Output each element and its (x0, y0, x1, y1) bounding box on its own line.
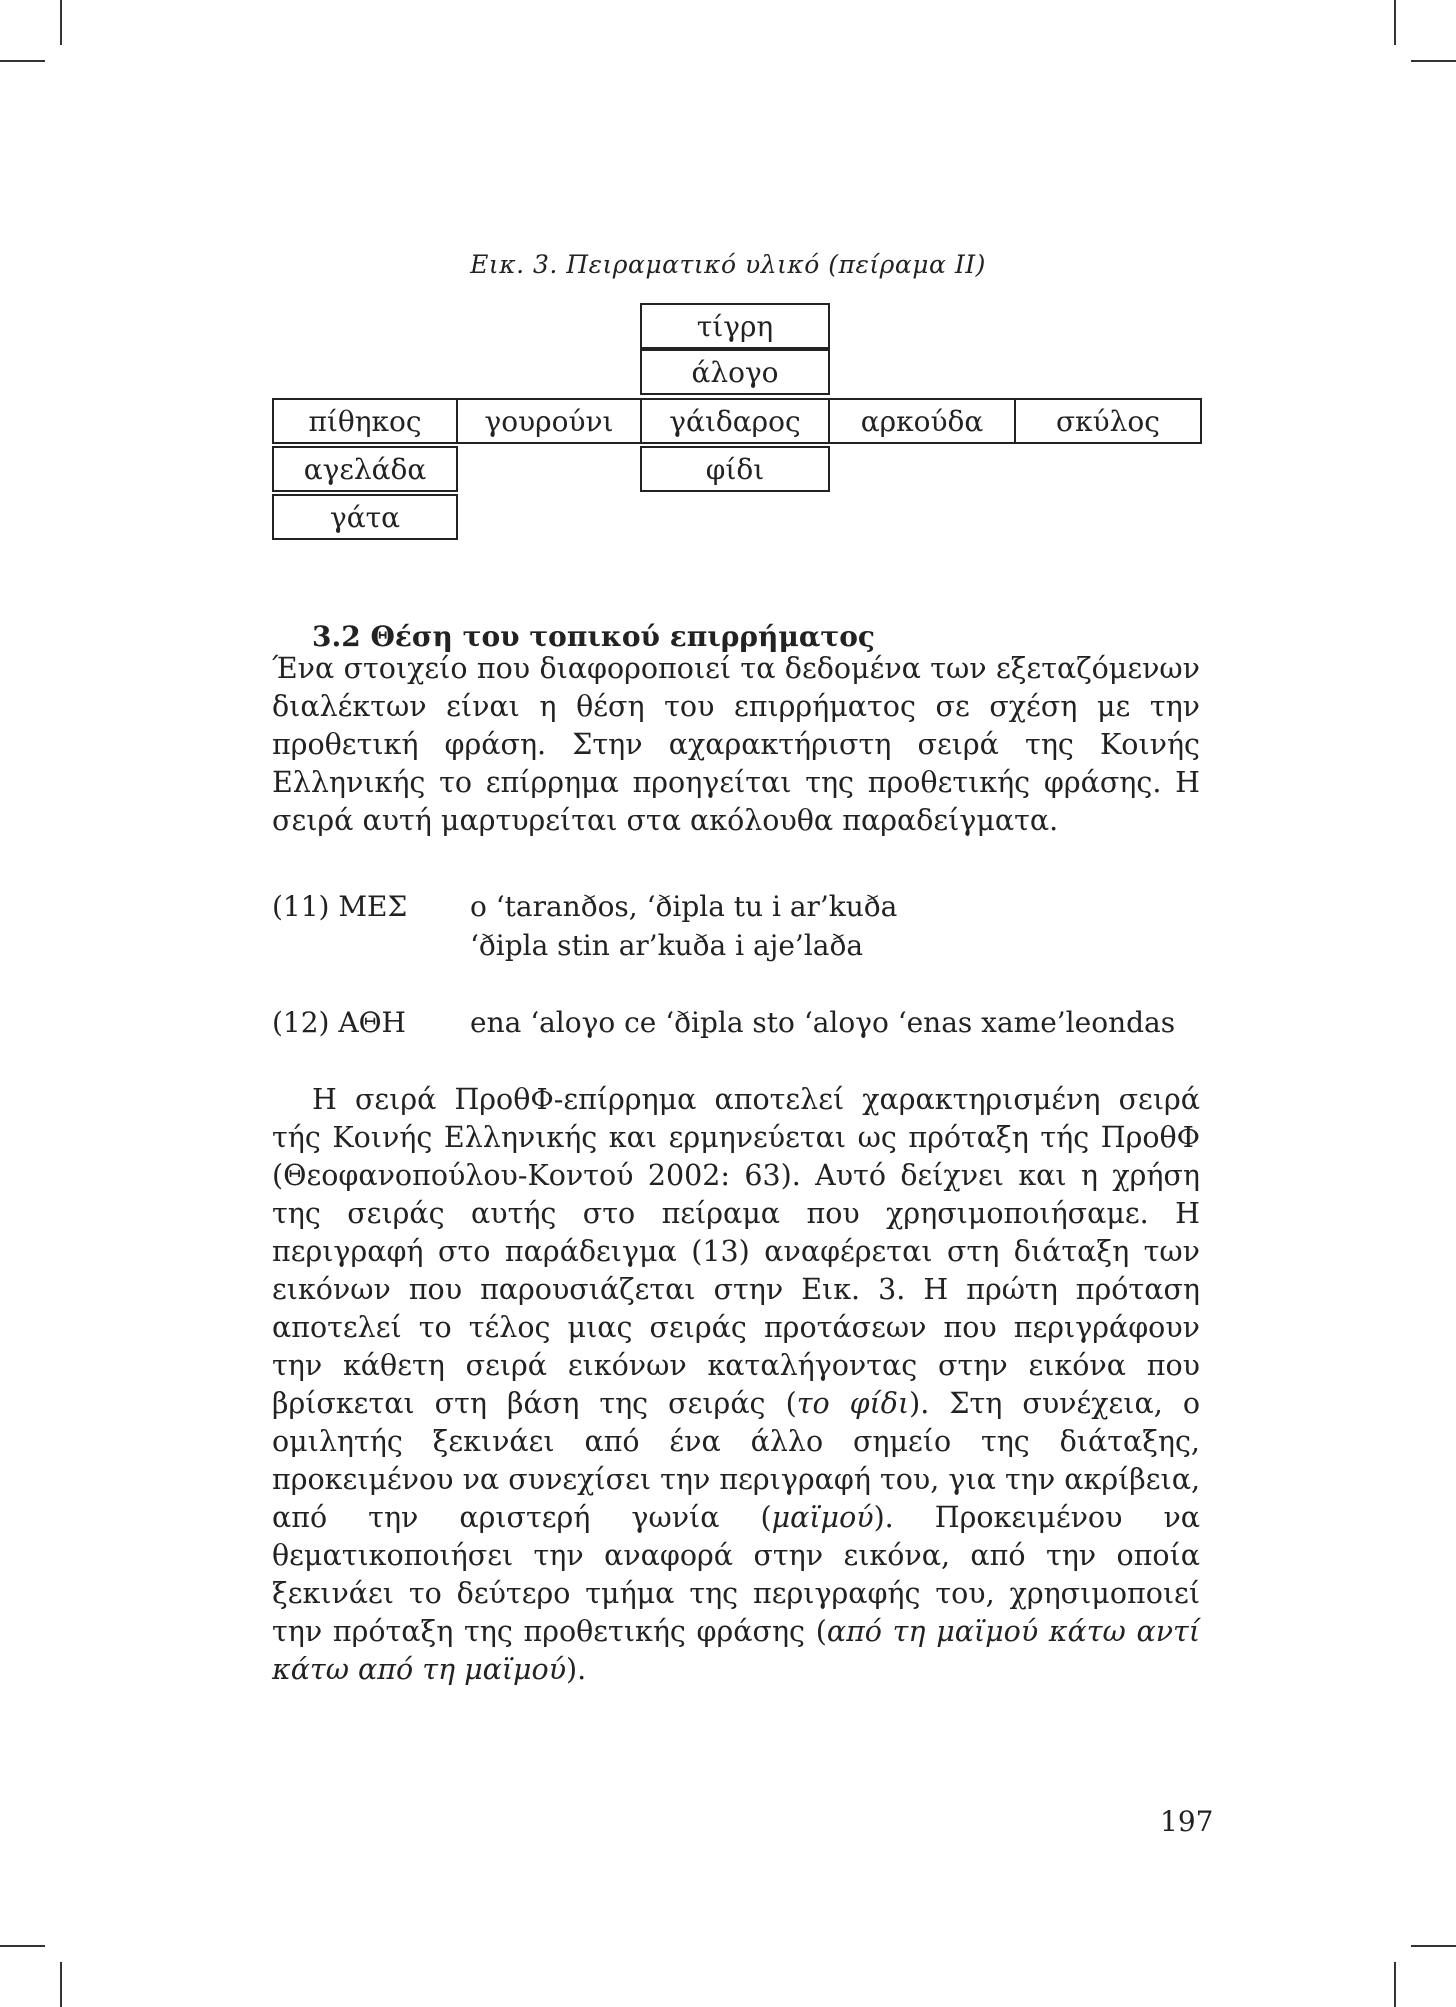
grid-cell: φίδι (640, 446, 830, 492)
example-line: ena ‘aloγo ce ‘ðipla sto ‘aloγo ‘enas xame’leondas (470, 1006, 1176, 1039)
grid-cell: σκύλος (1014, 398, 1202, 444)
example-line: o ‘taranðos, ‘ðipla tu i ar’kuða (470, 890, 898, 923)
italic-text: το φίδι (796, 1387, 910, 1420)
grid-cell: άλογο (640, 349, 830, 395)
paragraph-text: ). (566, 1653, 587, 1686)
crop-mark (60, 1962, 62, 2007)
crop-mark (60, 0, 62, 45)
crop-mark (0, 60, 45, 62)
paragraph (272, 1081, 1200, 1689)
paragraph-text: ). Στη συνέχεια, ο ομιλητής ξεκινάει από ένα άλλο σημείο της διάταξης, προκειμένου να συνεχίσει την περιγραφή του, για την ακρίβεια, από την αριστερή γωνία ( (272, 1387, 1200, 1534)
example-label: (12) ΑΘΗ (272, 1006, 406, 1039)
grid-cell: τίγρη (640, 303, 830, 349)
crop-mark (1394, 1962, 1396, 2007)
paragraph-text: Η σειρά ΠροθΦ-επίρρημα αποτελεί χαρακτηρισμένη σειρά τής Κοινής Ελληνικής και ερμηνεύεται ως πρόταξη τής ΠροθΦ (Θεοφανοπούλου-Κοντού 2002: 63). Αυτό δείχνει και η χρήση της σειράς αυτής στο πείραμα που χρησιμοποιήσαμε. Η περιγραφή στο παράδειγμα (13) αναφέρεται στη διάταξη των εικόνων που παρουσιάζεται στην Εικ. 3. Η πρώτη πρόταση αποτελεί το τέλος μιας σειράς προτάσεων που περιγράφουν την κάθετη σειρά εικόνων καταλήγοντας στην εικόνα που βρίσκεται στη βάση της σειράς ( (272, 1083, 1200, 1420)
italic-text: μαϊμού (771, 1501, 874, 1534)
crop-mark (1394, 0, 1396, 45)
page-number: 197 (1160, 1805, 1214, 1838)
grid-cell: γουρούνι (456, 398, 642, 444)
crop-mark (0, 1945, 45, 1947)
italic-text: από τη μαϊμού κάτω αντί κάτω από τη μαϊμού (272, 1615, 1201, 1686)
grid-cell: αρκούδα (828, 398, 1016, 444)
example-label: (11) ΜΕΣ (272, 890, 408, 923)
paragraph-text: ). Προκειμένου να θεματικοποιήσει την αναφορά στην εικόνα, από την οποία ξεκινάει το δεύτερο τμήμα της περιγραφής του, χρησιμοποιεί την πρόταξη της προθετικής φράσης ( (272, 1501, 1201, 1648)
example-line: ‘ðipla stin ar’kuða i aje’laða (470, 929, 864, 962)
crop-mark (1411, 60, 1456, 62)
grid-cell: γάτα (272, 494, 458, 540)
grid-cell: πίθηκος (272, 398, 458, 444)
crop-mark (1411, 1945, 1456, 1947)
figure-caption: Εικ. 3. Πειραματικό υλικό (πείραμα ΙΙ) (470, 250, 986, 279)
paragraph: Ένα στοιχείο που διαφοροποιεί τα δεδομένα των εξεταζόμενων διαλέκτων είναι η θέση του επιρρήματος σε σχέση με την προθετική φράση. Στην αχαρακτήριστη σειρά της Κοινής Ελληνικής το επίρρημα προηγείται της προθετικής φράσης. Η σειρά αυτή μαρτυρείται στα ακόλουθα παραδείγματα. (272, 652, 1200, 837)
grid-cell: γάιδαρος (640, 398, 830, 444)
grid-cell: αγελάδα (272, 446, 458, 492)
section-heading: 3.2 Θέση του τοπικού επιρρήματος (312, 620, 875, 653)
